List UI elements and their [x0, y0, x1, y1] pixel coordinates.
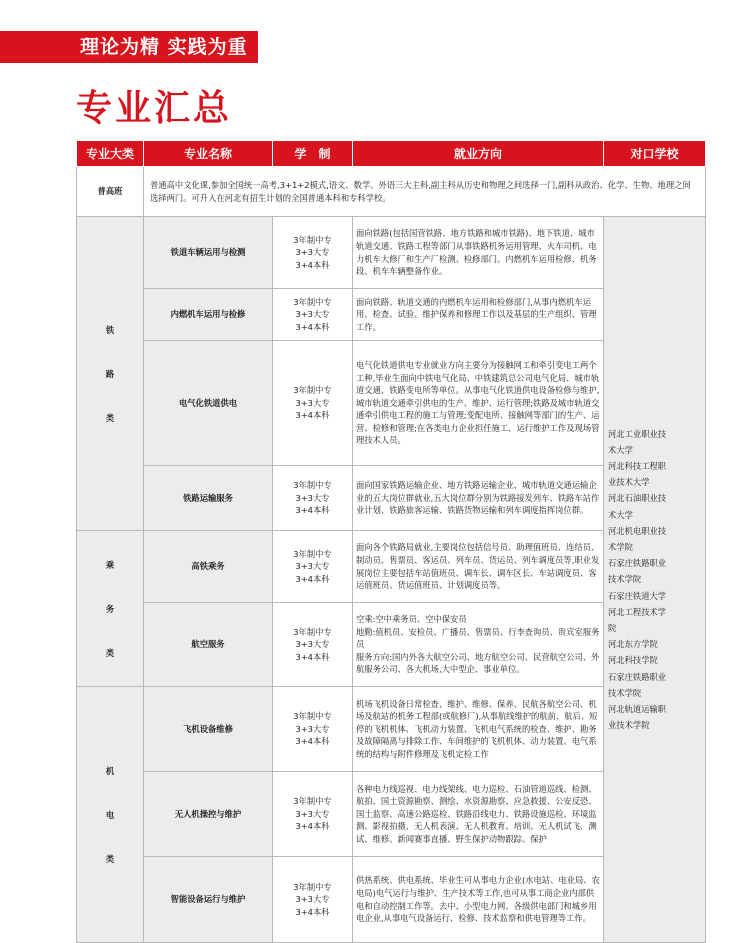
major-direction: 各种电力线巡视、电力线架线、电力巡检、石油管道巡线、检测、航拍、国土资源勘察、测绘、水资源勘察、应急救援、公安反恐、国土监察、高速公路巡检、铁路沿线电力、铁路设施巡检、环境监测、影视拍摄、无人机表演、无人机教育、培训、无人机试飞、测试、维修、新闻赛事直播、野生保护动物跟踪、保护 — [353, 772, 604, 857]
col-header-schools: 对口学校 — [604, 141, 706, 167]
general-row — [77, 167, 706, 217]
col-header-duration: 学 制 — [273, 141, 353, 167]
major-name: 内燃机车运用与检修 — [144, 289, 273, 341]
major-duration: 3年制中专 3+3大专 3+4本科 — [273, 772, 353, 857]
majors-table — [76, 140, 706, 943]
page-title: 专业汇总 — [76, 88, 233, 129]
major-duration: 3年制中专 3+3大专 3+4本科 — [273, 217, 353, 289]
schools-list: 河北工业职业技 术大学 河北科技工程职 业技术大学 河北石油职业技 术大学 河北机电职业技 术学院 石家庄铁路职业 技术学院 石家庄铁道大学 河北工程技术学 院 河北东方学院 河北科技学院 石家庄铁路职业 技术学院 河北轨道运输职 业技术学院 — [604, 217, 706, 943]
major-duration: 3年制中专 3+3大专 3+4本科 — [273, 466, 353, 531]
category-electromechanical: 机 电 类 — [77, 687, 144, 943]
major-direction: 电气化铁道供电专业就业方向主要分为接触网工和牵引变电工两个工种,毕业生面向中铁电气化局、中铁建筑总公司电气化局、城市轨道交通、铁路变电所等单位。从事电气化铁道供电设备检修与维护,城市轨道交通牵引供电的生产、维护、运行管理;铁路及城市轨道交通牵引供电工程的施工与管理;变配电所、接触网等部门的生产、运营、检修和管理;在各类电力企业担任施工、运行维护工作及现场管理技术人员。 — [353, 341, 604, 466]
major-name: 飞机设备维修 — [144, 687, 273, 772]
major-direction: 面向各个铁路局就业,主要岗位包括信号员、助理值班员、连结员、制动员、售票员、客运员、列车员、货运员、列车调度员等,职业发展岗位主要包括车站值班员、调车长、调车区长、车站调度员、客运值班员、货运值班员、计划调度员等。 — [353, 531, 604, 603]
major-name: 电气化铁道供电 — [144, 341, 273, 466]
major-name: 无人机操控与维护 — [144, 772, 273, 857]
major-name: 铁道车辆运用与检测 — [144, 217, 273, 289]
major-duration: 3年制中专 3+3大专 3+4本科 — [273, 603, 353, 687]
major-direction: 面向铁路(包括国营铁路、地方铁路和城市铁路)、地下铁道、城市轨道交通、铁路工程等部门从事铁路机务运用管理、火车司机、电力机车大修厂和生产厂检测、检修部门。内燃机车运用检修、机务段、机车车辆整备作业。 — [353, 217, 604, 289]
major-duration: 3年制中专 3+3大专 3+4本科 — [273, 687, 353, 772]
category-railway: 铁 路 类 — [77, 217, 144, 531]
major-name: 航空服务 — [144, 603, 273, 687]
col-header-major: 专业名称 — [144, 141, 273, 167]
major-direction: 面向铁路、轨道交通的内燃机车运用和检修部门,从事内燃机车运用、检查、试验、维护保养和修理工作以及基层的生产组织、管理工作。 — [353, 289, 604, 341]
major-name: 高铁乘务 — [144, 531, 273, 603]
col-header-direction: 就业方向 — [353, 141, 604, 167]
major-direction: 面向国家铁路运输企业、地方铁路运输企业、城市轨道交通运输企业的五大岗位群就业,五大岗位群分别为铁路接发列车、铁路车站作业计划、铁路旅客运输、铁路货物运输和列车调度指挥岗位群。 — [353, 466, 604, 531]
major-direction: 供热系统、供电系统、毕业生可从事电力企业(水电站、电业局、农电局)电气运行与维护、生产技术等工作,也可从事工商企业内部供电和自动控制工作等。去中、小型电力网、各级供电部门和城乡用电企业,从事电气设备运行、检修、技术监察和供电管理等工作。 — [353, 857, 604, 943]
category-attendant: 乘 务 类 — [77, 531, 144, 687]
major-duration: 3年制中专 3+3大专 3+4本科 — [273, 289, 353, 341]
table-row — [77, 217, 706, 289]
major-name: 智能设备运行与维护 — [144, 857, 273, 943]
col-header-category: 专业大类 — [77, 141, 144, 167]
table-header-row — [77, 141, 706, 167]
major-duration: 3年制中专 3+3大专 3+4本科 — [273, 341, 353, 466]
major-direction: 空乘:空中乘务员、空中保安员 地勤:值机员、安检员、广播员、售票员、行李查询员、贵宾室服务员 服务方向:国内外各大航空公司、地方航空公司、民营航空公司、外航服务公司、各大机场,大中型企、事业单位。 — [353, 603, 604, 687]
major-duration: 3年制中专 3+3大专 3+4本科 — [273, 857, 353, 943]
general-description: 普通高中文化课,参加全国统一高考,3+1+2模式,语文、数学、外语三大主科,副主科从历史和物理之间选择一门,副科从政治、化学、生物、地理之间选择两门。可升入在河北有招生计划的全国普通本科和专科学校。 — [144, 167, 706, 217]
major-duration: 3年制中专 3+3大专 3+4本科 — [273, 531, 353, 603]
major-direction: 机场飞机设备日常检查、维护、维修、保养、民航各航空公司、机场及航站的机务工程部(或航修厂),从事航线维护的航前、航后、短停的飞机机体、飞机动力装置、飞机电气系统的检查、维护、勘务及故障隔离与排除工作、车间维护的飞机机体、动力装置、电气系统的结构与附件修理及飞机定检工作 — [353, 687, 604, 772]
major-name: 铁路运输服务 — [144, 466, 273, 531]
slogan-banner: 理论为精 实践为重 — [0, 31, 258, 63]
general-category: 普高班 — [77, 167, 144, 217]
